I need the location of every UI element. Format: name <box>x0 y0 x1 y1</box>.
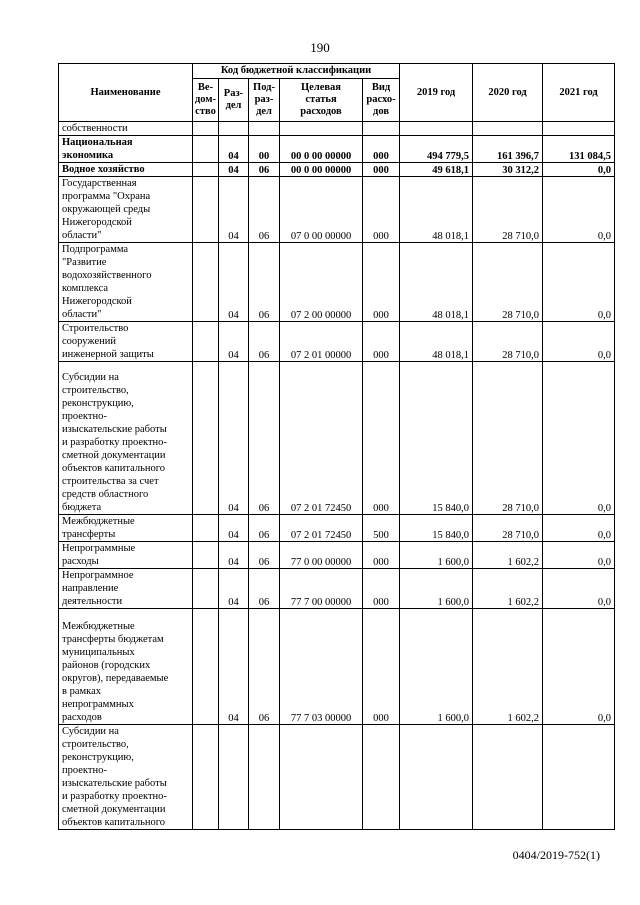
row-podrazdel: 06 <box>249 362 280 515</box>
row-2021: 0,0 <box>543 243 615 322</box>
row-tselevaya: 77 7 00 00000 <box>280 569 363 609</box>
row-podrazdel: 00 <box>249 136 280 163</box>
row-vedomstvo <box>193 163 219 177</box>
page-number: 190 <box>310 40 330 55</box>
header-name: Наименование <box>59 64 193 122</box>
table-row <box>59 163 615 177</box>
row-vid: 000 <box>363 163 400 177</box>
row-vedomstvo <box>193 569 219 609</box>
row-tselevaya: 07 2 01 00000 <box>280 322 363 362</box>
row-podrazdel: 06 <box>249 569 280 609</box>
row-2020: 28 710,0 <box>473 515 543 542</box>
row-2021: 0,0 <box>543 362 615 515</box>
row-vid <box>363 122 400 136</box>
row-vid: 000 <box>363 322 400 362</box>
row-name: Непрограммные расходы <box>59 542 193 569</box>
row-vedomstvo <box>193 122 219 136</box>
row-2019: 1 600,0 <box>400 542 473 569</box>
row-vid: 000 <box>363 569 400 609</box>
row-vid: 000 <box>363 136 400 163</box>
row-tselevaya: 07 2 01 72450 <box>280 362 363 515</box>
row-2020: 28 710,0 <box>473 322 543 362</box>
row-name: Межбюджетные трансферты бюджетам муниципальных районов (городских округов), передаваемые в рамках непрограммных расходов <box>59 609 193 725</box>
table-row <box>59 243 615 322</box>
row-2020: 1 602,2 <box>473 542 543 569</box>
row-2020: 1 602,2 <box>473 569 543 609</box>
row-razdel: 04 <box>219 515 249 542</box>
row-name: Непрограммное направление деятельности <box>59 569 193 609</box>
table-row <box>59 515 615 542</box>
row-2019: 49 618,1 <box>400 163 473 177</box>
table-row <box>59 542 615 569</box>
header-2020: 2020 год <box>473 64 543 122</box>
row-razdel: 04 <box>219 362 249 515</box>
row-vedomstvo <box>193 177 219 243</box>
row-2020: 30 312,2 <box>473 163 543 177</box>
row-2019 <box>400 725 473 830</box>
table-row <box>59 136 615 163</box>
row-tselevaya: 00 0 00 00000 <box>280 136 363 163</box>
row-razdel <box>219 122 249 136</box>
row-tselevaya <box>280 725 363 830</box>
row-name: Водное хозяйство <box>59 163 193 177</box>
row-razdel: 04 <box>219 177 249 243</box>
table-row <box>59 177 615 243</box>
row-tselevaya: 77 0 00 00000 <box>280 542 363 569</box>
row-2021: 0,0 <box>543 609 615 725</box>
row-2020: 161 396,7 <box>473 136 543 163</box>
row-name: Подпрограмма "Развитие водохозяйственного комплекса Нижегородской области" <box>59 243 193 322</box>
header-tselevaya: Целевая статья расходов <box>280 79 363 122</box>
row-2021: 0,0 <box>543 542 615 569</box>
table-row <box>59 725 615 830</box>
row-vid: 000 <box>363 177 400 243</box>
row-razdel: 04 <box>219 136 249 163</box>
document-code: 0404/2019-752(1) <box>512 848 600 862</box>
budget-table <box>58 63 615 830</box>
row-tselevaya: 00 0 00 00000 <box>280 163 363 177</box>
row-2021: 0,0 <box>543 177 615 243</box>
row-vedomstvo <box>193 609 219 725</box>
row-2019: 1 600,0 <box>400 569 473 609</box>
header-vedomstvo: Ве- дом- ство <box>193 79 219 122</box>
row-vid: 500 <box>363 515 400 542</box>
row-razdel: 04 <box>219 569 249 609</box>
row-podrazdel <box>249 725 280 830</box>
row-2021 <box>543 725 615 830</box>
row-name: собственности <box>59 122 193 136</box>
row-tselevaya: 07 0 00 00000 <box>280 177 363 243</box>
header-razdel: Раз- дел <box>219 79 249 122</box>
row-vedomstvo <box>193 322 219 362</box>
row-name: Национальная экономика <box>59 136 193 163</box>
row-razdel: 04 <box>219 322 249 362</box>
row-2020 <box>473 122 543 136</box>
row-tselevaya: 77 7 03 00000 <box>280 609 363 725</box>
row-vedomstvo <box>193 542 219 569</box>
row-tselevaya <box>280 122 363 136</box>
row-2020 <box>473 725 543 830</box>
row-2020: 1 602,2 <box>473 609 543 725</box>
header-2019: 2019 год <box>400 64 473 122</box>
row-2021: 131 084,5 <box>543 136 615 163</box>
row-podrazdel: 06 <box>249 163 280 177</box>
row-vedomstvo <box>193 243 219 322</box>
row-vid: 000 <box>363 609 400 725</box>
row-2021: 0,0 <box>543 163 615 177</box>
row-2019: 15 840,0 <box>400 362 473 515</box>
row-2019 <box>400 122 473 136</box>
row-2021 <box>543 122 615 136</box>
row-2019: 1 600,0 <box>400 609 473 725</box>
row-name: Субсидии на строительство, реконструкцию, проектно- изыскательские работы и разработку проектно- сметной документации объектов капитального <box>59 725 193 830</box>
row-2020: 28 710,0 <box>473 177 543 243</box>
row-razdel: 04 <box>219 542 249 569</box>
row-2021: 0,0 <box>543 515 615 542</box>
row-tselevaya: 07 2 00 00000 <box>280 243 363 322</box>
header-podrazdel: Под- раз- дел <box>249 79 280 122</box>
row-podrazdel: 06 <box>249 177 280 243</box>
row-2019: 48 018,1 <box>400 177 473 243</box>
table-row <box>59 569 615 609</box>
row-vedomstvo <box>193 136 219 163</box>
row-vedomstvo <box>193 725 219 830</box>
header-code-group: Код бюджетной классификации <box>193 64 400 79</box>
row-vid <box>363 725 400 830</box>
row-tselevaya: 07 2 01 72450 <box>280 515 363 542</box>
row-razdel: 04 <box>219 163 249 177</box>
row-podrazdel: 06 <box>249 322 280 362</box>
row-podrazdel: 06 <box>249 542 280 569</box>
row-name: Субсидии на строительство, реконструкцию, проектно- изыскательские работы и разработку проектно- сметной документации объектов капитального строительства за счет средств областного бюджета <box>59 362 193 515</box>
row-vid: 000 <box>363 362 400 515</box>
header-2021: 2021 год <box>543 64 615 122</box>
row-name: Строительство сооружений инженерной защиты <box>59 322 193 362</box>
row-vedomstvo <box>193 515 219 542</box>
row-2019: 494 779,5 <box>400 136 473 163</box>
row-vid: 000 <box>363 542 400 569</box>
row-vedomstvo <box>193 362 219 515</box>
row-podrazdel: 06 <box>249 515 280 542</box>
row-2019: 48 018,1 <box>400 243 473 322</box>
row-2019: 48 018,1 <box>400 322 473 362</box>
row-vid: 000 <box>363 243 400 322</box>
row-2019: 15 840,0 <box>400 515 473 542</box>
row-podrazdel: 06 <box>249 609 280 725</box>
table-row <box>59 322 615 362</box>
row-2020: 28 710,0 <box>473 362 543 515</box>
row-razdel <box>219 725 249 830</box>
row-2021: 0,0 <box>543 322 615 362</box>
row-razdel: 04 <box>219 243 249 322</box>
row-podrazdel: 06 <box>249 243 280 322</box>
row-name: Государственная программа "Охрана окружающей среды Нижегородской области" <box>59 177 193 243</box>
table-row <box>59 362 615 515</box>
row-podrazdel <box>249 122 280 136</box>
table-row <box>59 609 615 725</box>
header-vid: Вид расхо- дов <box>363 79 400 122</box>
row-2021: 0,0 <box>543 569 615 609</box>
row-razdel: 04 <box>219 609 249 725</box>
table-row <box>59 122 615 136</box>
row-name: Межбюджетные трансферты <box>59 515 193 542</box>
row-2020: 28 710,0 <box>473 243 543 322</box>
